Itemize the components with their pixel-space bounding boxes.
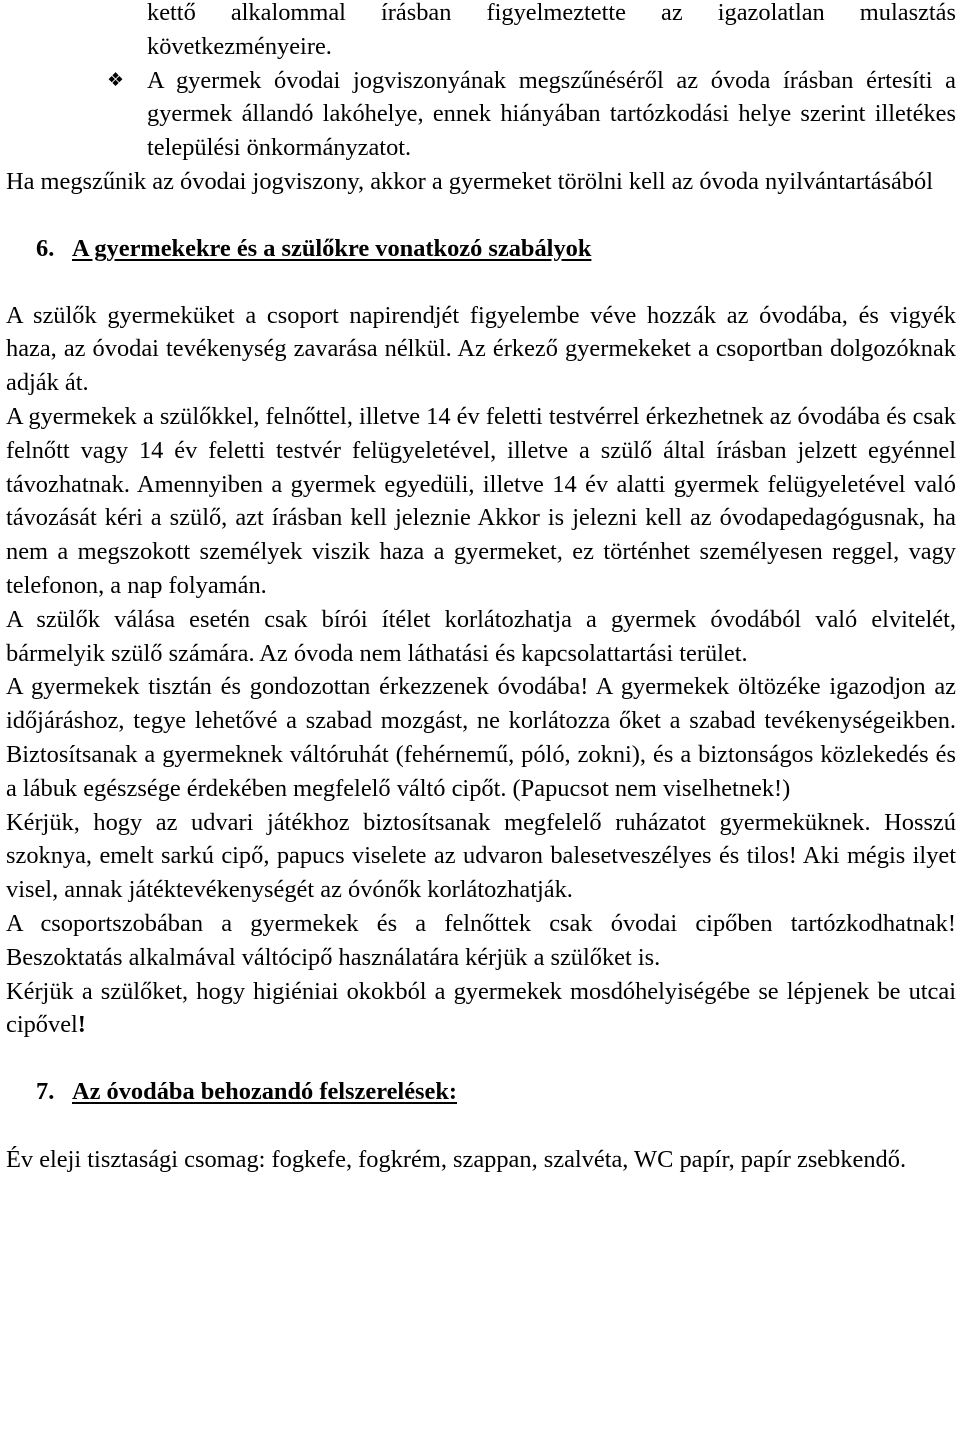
section-number: 7. <box>36 1078 55 1106</box>
paragraph-clothing: A gyermekek tisztán és gondozottan érkezzenek óvodába! A gyermekek öltözéke igazodjon az időjáráshoz, tegye lehetővé a szabad mozgást, ne korlátozza őket a szabad tevékenységeikben. Biztosítsanak a gyermeknek váltóruhát (fehérnemű, póló, zokni), és a biztonságos közlekedés és a lábuk egészsége érdekében megfelelő váltó cipőt. (Papucsot nem viselhetnek!) <box>6 673 956 802</box>
paragraph-supplies: Év eleji tisztasági csomag: fogkefe, fogkrém, szappan, szalvéta, WC papír, papír zsebkendő. <box>6 1145 907 1173</box>
paragraph-hygiene-text: Kérjük a szülőket, hogy higiéniai okokból a gyermekek mosdóhelyiségébe se lépjenek be utcai cipővel <box>6 977 956 1039</box>
paragraph-delete-register: Ha megszűnik az óvodai jogviszony, akkor a gyermeket törölni kell az óvoda nyilvántartásából <box>6 167 934 195</box>
paragraph-indoor-shoes: A csoportszobában a gyermekek és a felnőttek csak óvodai cipőben tartózkodhatnak! Beszoktatás alkalmával váltócipő használatára kérjük a szülőket is. <box>6 909 956 971</box>
paragraph-outdoor-clothing: Kérjük, hogy az udvari játékhoz biztosítsanak megfelelő ruházatot gyermeküknek. Hosszú szoknya, emelt sarkú cipő, papucs viselete az udvaron balesetveszélyes és tilos! Aki mégis ilyet visel, annak játéktevékenységét az óvónők korlátozhatják. <box>6 808 956 904</box>
paragraph-arrival: A szülők gyermeküket a csoport napirendjét figyelembe véve hozzák az óvodába, és vigyék haza, az óvodai tevékenység zavarása nélkül. Az érkező gyermekeket a csoportban dolgozóknak adják át. <box>6 301 956 397</box>
section-title: A gyermekekre és a szülőkre vonatkozó szabályok <box>72 234 592 262</box>
section-title: Az óvodába behozandó felszerelések: <box>72 1078 458 1106</box>
section-7-heading <box>6 1075 956 1109</box>
document-page <box>6 0 956 1177</box>
bullet-item-termination <box>6 64 956 165</box>
paragraph-pickup: A gyermekek a szülőkkel, felnőttel, illetve 14 év feletti testvérrel érkezhetnek az óvodába és csak felnőtt vagy 14 év feletti testvér felügyeletével, illetve a szülő által írásban jelzett egyénnel távozhatnak. Amennyiben a gyermek egyedüli, illetve 14 év alatti gyermek felügyeletével való távozását kéri a szülő, azt írásban kell jeleznie Akkor is jelezni kell az óvodapedagógusnak, ha nem a megszokott személyek viszik haza a gyermeket, ez történhet személyesen reggel, vagy telefonon, a nap folyamán. <box>6 402 956 599</box>
bullet-text: A gyermek óvodai jogviszonyának megszűnéséről az óvoda írásban értesíti a gyermek állandó lakóhelye, ennek hiányában tartózkodási helye szerint illetékes települési önkormányzatot. <box>147 66 956 162</box>
section-number: 6. <box>36 234 55 262</box>
section-6-heading <box>6 232 956 266</box>
paragraph-hygiene <box>6 975 956 1043</box>
bullet-continuation: kettő alkalommal írásban figyelmeztette az igazolatlan mulasztás következményeire. <box>147 0 956 60</box>
paragraph-hygiene-emphasis: ! <box>77 1011 86 1039</box>
diamond-bullet-icon: ❖ <box>107 68 125 91</box>
paragraph-divorce: A szülők válása esetén csak bírói ítélet korlátozhatja a gyermek óvodából való elvitelét, bármelyik szülő számára. Az óvoda nem láthatási és kapcsolattartási terület. <box>6 605 956 667</box>
